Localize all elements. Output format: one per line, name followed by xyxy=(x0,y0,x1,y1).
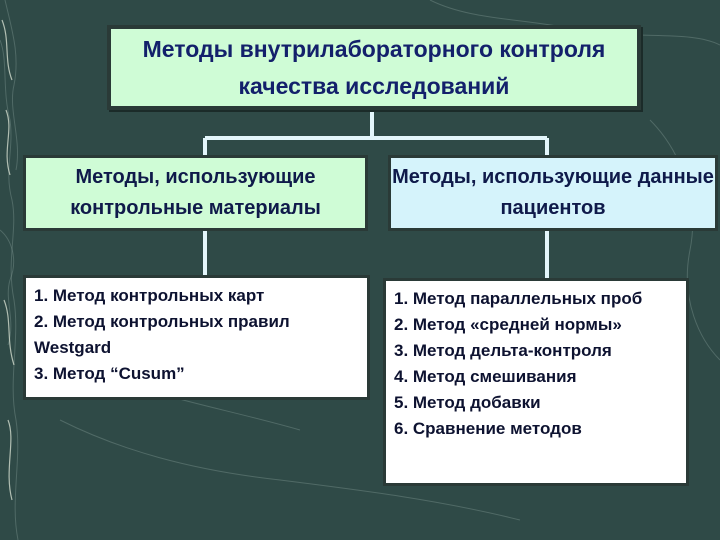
list-item: 1. Метод контрольных карт xyxy=(34,286,265,305)
list-item: 2. Метод «средней нормы» xyxy=(394,315,622,334)
list-item: 3. Метод “Cusum” xyxy=(34,364,185,383)
list-item: 4. Метод смешивания xyxy=(394,367,577,386)
list-item: 5. Метод добавки xyxy=(394,393,541,412)
list-item: 2. Метод контрольных правил Westgard xyxy=(34,312,290,357)
list-item: 3. Метод дельта-контроля xyxy=(394,341,612,360)
list-item: 6. Сравнение методов xyxy=(394,419,582,438)
diagram-title-box xyxy=(107,25,641,110)
left-branch-header xyxy=(23,155,368,231)
right-branch-header xyxy=(388,155,718,231)
left-branch-title: Методы, использующие контрольные материалы xyxy=(70,166,321,219)
right-branch-title: Методы, использующие данные пациентов xyxy=(392,166,714,219)
diagram-title: Методы внутрилабораторного контроля качества исследований xyxy=(142,35,606,99)
right-methods-list xyxy=(383,278,689,486)
list-item: 1. Метод параллельных проб xyxy=(394,289,643,308)
left-methods-list xyxy=(23,275,370,400)
